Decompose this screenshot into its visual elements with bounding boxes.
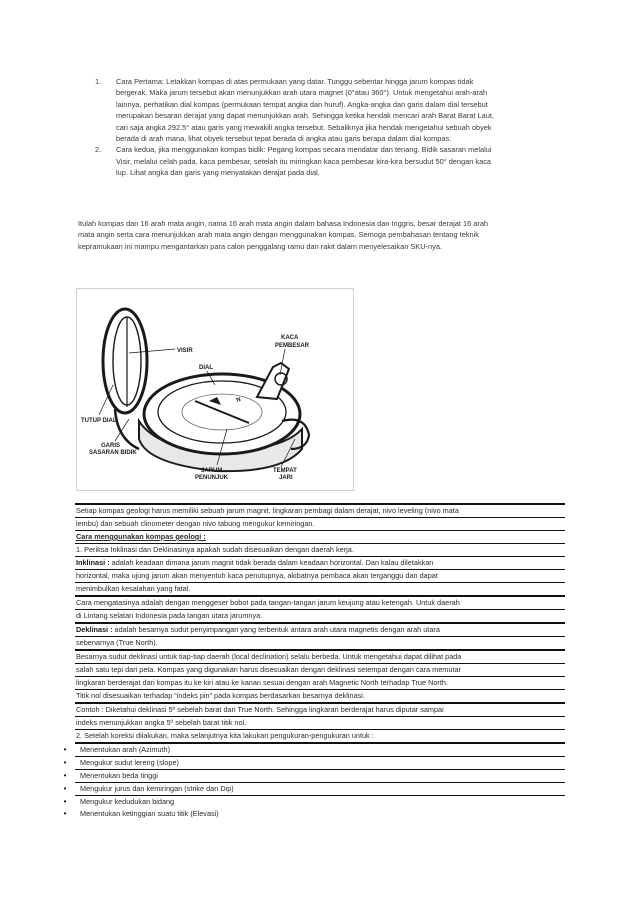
svg-text:N: N	[235, 396, 242, 404]
step-line: bergerak. Maka jarum tersebut akan menunjukkan arah utara magnet (0°atau 360°). Untuk mengetahui arah-arah	[116, 88, 488, 98]
paragraph-line: kepramukaan ini mampu mengantarkan para calon penggalang ramu dan rakit dalam menyelesaikan SKU-nya.	[78, 241, 442, 251]
bullet-icon: •	[63, 784, 67, 793]
closing-paragraph	[78, 218, 564, 252]
box-line: salah satu tepi dari peta. Kompas yang digunakan harus disesuaikan dengan deklinasi setempat dengan cara memutar	[75, 664, 565, 676]
label-penunjuk: PENUNJUK	[195, 475, 229, 481]
box-line: Contoh : Diketahui deklinasi 5º sebelah barat dari True North. Sehingga lingkaran berderajat harus diputar sampai	[75, 704, 565, 716]
box-line: lembu) dan sebuah clinometer dengan nivo tabung mengukur kemiringan.	[75, 518, 565, 530]
step-number: 2.	[95, 145, 102, 155]
box-heading: Cara menggunakan kompas geologi :	[75, 531, 565, 543]
label-garis: GARIS	[101, 443, 121, 449]
bullet-item: • Menentukan arah (Azimuth)	[60, 744, 565, 756]
box-line: Deklinasi : adalah besarnya sudut penyimpangan yang terbentuk antara arah utara magnetis dengan arah utara	[75, 624, 565, 636]
step-number: 1.	[95, 77, 102, 86]
box-line: 2. Setelah koreksi dilakukan, maka selanjutnya kita lakukan pengukuran-pengukuran untuk :	[75, 730, 565, 742]
box-line: di Lintang selatan Indonesia pada tangan utara jarumnya.	[75, 610, 565, 622]
step-line: lup. Lihat angka dan garis yang menyatakan derajat pada dial.	[116, 168, 320, 178]
step-line: lainnya, perhatikan dial kompas (permukaan tempat angka dan huruf). Angka-angka dan garis dalam dial tersebut	[116, 99, 488, 109]
bullet-icon: •	[63, 771, 67, 780]
label-jarum: JARUM	[201, 468, 223, 474]
box-line: menimbulkan kesalahan yang fatal.	[75, 583, 565, 595]
step-2	[95, 144, 565, 178]
compass-drawing	[77, 289, 353, 490]
bullet-item: • Mengukur jurus dan kemiringan (strike dan Dip)	[60, 783, 565, 795]
box-line: Titik nol disesuaikan terhadap “indeks pin” pada kompas berdasarkan besarnya deklinasi.	[75, 690, 565, 702]
label-jari: JARI	[279, 475, 293, 481]
label-tutup-dial: TUTUP DIAL	[81, 418, 117, 424]
bullet-icon: •	[63, 797, 67, 806]
step-line: cari saja angka 292.5° atau garis yang mewakili angka tersebut. Sebaliknya jika hendak mengetahui sebuah obyek	[116, 122, 492, 132]
paragraph-line: mata angin serta cara menunjukkan arah mata angin dengan menggunakan kompas. Semoga pembahasan tentang teknik	[78, 230, 479, 240]
label-kaca: KACA	[281, 335, 299, 341]
box-line: Setiap kompas geologi harus memiliki sebuah jarum magnit, lingkaran pembagi dalam derajat, nivo leveling (nivo mata	[75, 505, 565, 517]
step-line: Cara Pertama: Letakkan kompas di atas permukaan yang datar. Tunggu sebentar hingga jarum kompas tidak	[116, 77, 474, 86]
bullet-icon: •	[63, 745, 67, 754]
bullet-icon: •	[63, 758, 67, 767]
box-line: Cara mengatasinya adalah dengan menggeser bobot pada tangan-tangan jarum keujung atau ketengah. Untuk daerah	[75, 597, 565, 609]
bullet-item: • Mengukur kedudukan bidang	[60, 796, 565, 808]
label-tempat: TEMPAT	[273, 468, 297, 474]
bullet-item: • Mengukur sudut lereng (slope)	[60, 757, 565, 769]
compass-figure	[76, 288, 354, 491]
box-line: lingkaran berderajat dari kompas itu ke kiri atau ke kanan sesuai dengan arah Magnetic North terhadap True North.	[75, 677, 565, 689]
step-1	[95, 76, 565, 144]
step-text	[116, 144, 565, 178]
box-line: indeks menunjukkan angka 5º sebelah barat titik nol.	[75, 717, 565, 729]
box-line: 1. Periksa Inklinasi dan Deklinasinya apakah sudah disesuaikan dengan daerah kerja.	[75, 544, 565, 556]
label-dial: DIAL	[199, 365, 213, 371]
box-line: Besarnya sudut deklinasi untuk tiap-tiap daerah (local declination) selalu berbeda. Untuk mengetahui dapat dilihat pada	[75, 651, 565, 663]
step-line: Cara kedua, jika menggunakan kompas bidik: Pegang kompas secara mendatar dan tenang. Bidik sasaran melalui	[116, 145, 492, 155]
bullet-item: • Menentukan ketinggian suatu titik (Elevasi)	[60, 808, 565, 820]
bullet-icon: •	[63, 809, 67, 818]
step-line: berada di arah mana, lihat obyek tersebut tepat berada di angka atau garis berapa dalam dial kompas.	[116, 134, 452, 144]
box-line: horizontal, maka ujung jarum akan menyentuh kaca penutupnya, akibatnya pembaca akan terganggu dan dapat	[75, 570, 565, 582]
step-text	[116, 76, 565, 144]
numbered-steps	[95, 76, 565, 179]
box-line: sebenarnya (True North).	[75, 637, 565, 649]
paragraph-line: Itulah kompas dan 16 arah mata angin, nama 16 arah mata angin dalam bahasa Indonesia dan Inggris, besar derajat 16 arah	[78, 219, 489, 228]
label-pembesar: PEMBESAR	[275, 343, 310, 349]
label-sasaran-bidik: SASARAN BIDIK	[89, 450, 137, 456]
step-line: merupakan besaran derajat yang dapat menunjukkan arah. Sehingga ketika hendak mencari arah Barat Barat Laut,	[116, 111, 494, 121]
box-line: Inklinasi : adalah keadaan dimana jarum magnit tidak berada dalam keadaan horizontal. Dan kalau diletakkan	[75, 557, 565, 569]
label-visir: VISIR	[177, 348, 193, 354]
step-line: Visir, melalui celah pada, kaca pembesar, setelah itu miringkan kaca pembesar kira-kira bersudut 50° dengan kaca	[116, 156, 492, 166]
bullet-item: • Menentukan beda tinggi	[60, 770, 565, 782]
